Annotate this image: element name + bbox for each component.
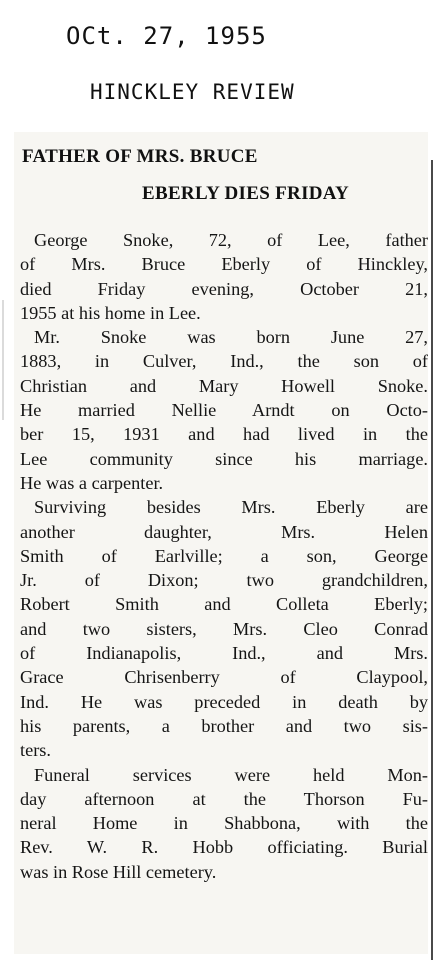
article-line: Christian and Mary Howell Snoke.: [20, 375, 428, 396]
article-line: Grace Chrisenberry of Claypool,: [20, 667, 428, 688]
column-rule: [431, 160, 433, 960]
article-line: another daughter, Mrs. Helen: [20, 521, 428, 542]
article-line: He married Nellie Arndt on Octo-: [20, 400, 428, 421]
typed-source: HINCKLEY REVIEW: [90, 80, 295, 104]
article-line: ber 15, 1931 and had lived in the: [20, 424, 428, 445]
headline-line-1: FATHER OF MRS. BRUCE: [22, 146, 258, 167]
article-line: of Indianapolis, Ind., and Mrs.: [20, 643, 428, 664]
article-line: Jr. of Dixon; two grandchildren,: [20, 570, 428, 591]
article-line: and two sisters, Mrs. Cleo Conrad: [20, 618, 428, 639]
article-line: Surviving besides Mrs. Eberly are: [34, 497, 428, 518]
article-line: Lee community since his marriage.: [20, 448, 428, 469]
headline-line-2: EBERLY DIES FRIDAY: [142, 183, 350, 204]
article-line: died Friday evening, October 21,: [20, 278, 428, 299]
article-line: neral Home in Shabbona, with the: [20, 813, 428, 834]
article-line: 1883, in Culver, Ind., the son of: [20, 351, 428, 372]
article-line: of Mrs. Bruce Eberly of Hinckley,: [20, 254, 428, 275]
article-line: Smith of Earlville; a son, George: [20, 545, 428, 566]
article-line: ters.: [20, 740, 51, 761]
article-line: Rev. W. R. Hobb officiating. Burial: [20, 837, 428, 858]
article-line: George Snoke, 72, of Lee, father: [34, 230, 428, 250]
article-line: 1955 at his home in Lee.: [20, 302, 201, 323]
article-body: [20, 228, 428, 884]
article-line: Ind. He was preceded in death by: [20, 691, 428, 712]
article-line: Funeral services were held Mon-: [34, 764, 428, 785]
article-line: Mr. Snoke was born June 27,: [34, 327, 428, 348]
article-line: his parents, a brother and two sis-: [20, 715, 428, 736]
article-line: He was a carpenter.: [20, 472, 164, 493]
typed-date: OCt. 27, 1955: [66, 22, 267, 50]
scan-artifact: [2, 300, 4, 420]
article-line: Robert Smith and Colleta Eberly;: [20, 594, 428, 615]
article-line: was in Rose Hill cemetery.: [20, 861, 217, 882]
article-line: day afternoon at the Thorson Fu-: [20, 788, 428, 809]
